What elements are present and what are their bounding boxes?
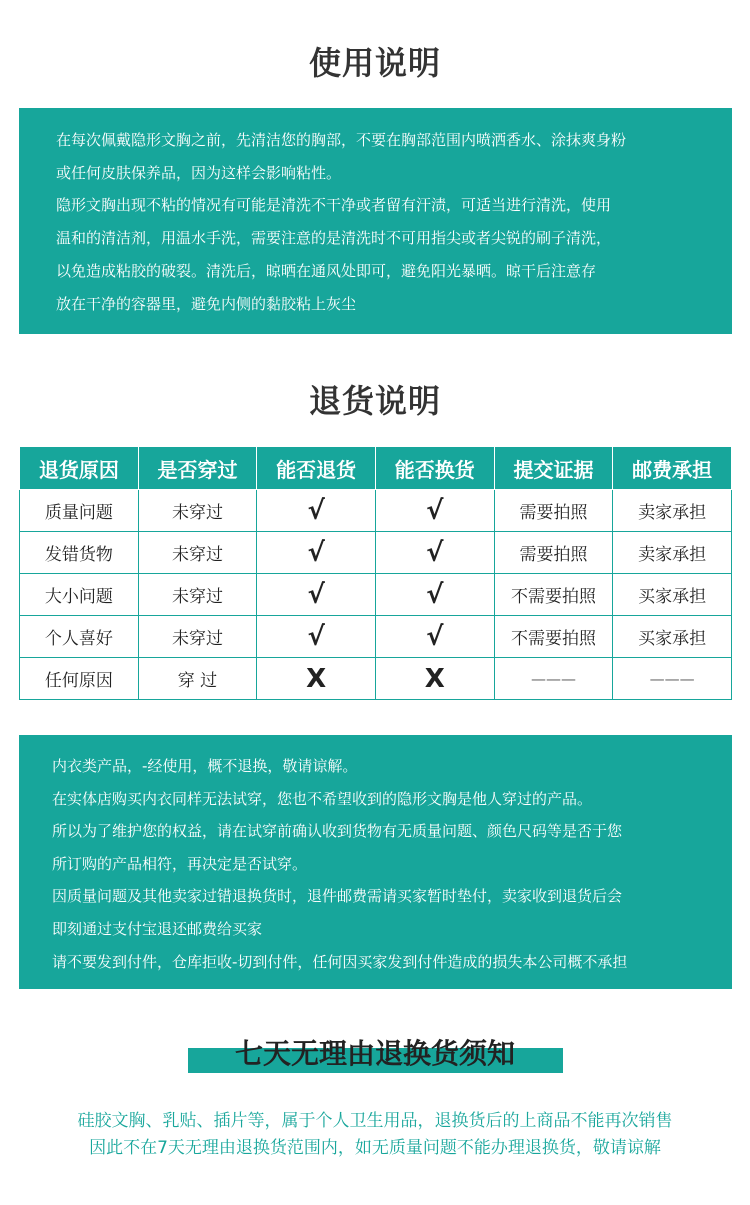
seven-day-return-heading xyxy=(0,1032,750,1074)
footer-note-line: 硅胶文胸、乳贴、插片等，属于个人卫生用品，退换货后的上商品不能再次销售 xyxy=(77,1111,673,1131)
table-row xyxy=(20,616,732,658)
cell-shipping: ——— xyxy=(613,658,732,700)
cell-can-exchange: X xyxy=(375,658,494,700)
return-notice-box xyxy=(19,735,732,989)
table-header-row xyxy=(20,447,732,490)
notice-line: 所订购的产品相符，再决定是否试穿。 xyxy=(52,854,308,873)
cell-shipping: 卖家承担 xyxy=(613,532,732,574)
return-policy-table xyxy=(19,446,732,700)
usage-line: 放在干净的容器里，避免内侧的黏胶粘上灰尘 xyxy=(56,294,357,313)
notice-line: 在实体店购买内衣同样无法试穿，您也不希望收到的隐形文胸是他人穿过的产品。 xyxy=(52,789,593,808)
cell-reason: 质量问题 xyxy=(20,490,139,532)
cell-can-return: √ xyxy=(257,616,376,658)
cell-worn: 穿 过 xyxy=(138,658,257,700)
cell-evidence: ——— xyxy=(494,658,613,700)
cell-reason: 个人喜好 xyxy=(20,616,139,658)
cell-evidence: 不需要拍照 xyxy=(494,574,613,616)
usage-line: 隐形文胸出现不粘的情况有可能是清洗不干净或者留有汗渍，可适当进行清洗，使用 xyxy=(56,196,612,215)
cell-can-return: √ xyxy=(257,574,376,616)
notice-line: 因质量问题及其他卖家过错退换货时，退件邮费需请买家暂时垫付，卖家收到退货后会 xyxy=(52,887,623,906)
cell-can-exchange: √ xyxy=(375,532,494,574)
cell-worn: 未穿过 xyxy=(138,490,257,532)
usage-line: 温和的清洁剂，用温水手洗，需要注意的是清洗时不可用指尖或者尖锐的刷子清洗， xyxy=(56,229,612,248)
cell-shipping: 买家承担 xyxy=(613,574,732,616)
usage-line: 在每次佩戴隐形文胸之前，先清洁您的胸部，不要在胸部范围内喷洒香水、涂抹爽身粉 xyxy=(56,131,627,149)
cell-can-return: √ xyxy=(257,490,376,532)
usage-title: 使用说明 xyxy=(308,44,441,82)
header-return-reason: 退货原因 xyxy=(20,447,139,490)
usage-line: 或任何皮肤保养品，因为这样会影响粘性。 xyxy=(56,163,342,182)
cell-worn: 未穿过 xyxy=(138,616,257,658)
cell-can-exchange: √ xyxy=(375,574,494,616)
cell-can-exchange: √ xyxy=(375,616,494,658)
seven-day-return-title: 七天无理由退换货须知 xyxy=(234,1037,515,1070)
return-policy-title: 退货说明 xyxy=(308,382,441,420)
cell-shipping: 买家承担 xyxy=(613,616,732,658)
table-row xyxy=(20,574,732,616)
cell-reason: 任何原因 xyxy=(20,658,139,700)
notice-line: 请不要发到付件，仓库拒收-切到付件，任何因买家发到付件造成的损失本公司概不承担 xyxy=(52,952,628,971)
usage-instructions-box xyxy=(19,108,732,334)
cell-reason: 发错货物 xyxy=(20,532,139,574)
table-row xyxy=(20,490,732,532)
notice-line: 即刻通过支付宝退还邮费给买家 xyxy=(52,919,263,938)
header-can-return: 能否退货 xyxy=(257,447,376,490)
usage-line: 以免造成粘胶的破裂。清洗后，晾晒在通风处即可，避免阳光暴晒。晾干后注意存 xyxy=(56,261,597,280)
notice-line: 内衣类产品，-经使用，概不退换，敬请谅解。 xyxy=(52,757,358,775)
header-shipping-cost: 邮费承担 xyxy=(613,447,732,490)
cell-can-exchange: √ xyxy=(375,490,494,532)
notice-line: 所以为了维护您的权益，请在试穿前确认收到货物有无质量问题、颜色尺码等是否于您 xyxy=(52,822,623,841)
cell-reason: 大小问题 xyxy=(20,574,139,616)
cell-worn: 未穿过 xyxy=(138,532,257,574)
cell-can-return: X xyxy=(257,658,376,700)
table-row xyxy=(20,532,732,574)
footer-note-line: 因此不在7天无理由退换货范围内，如无质量问题不能办理退换货，敬请谅解 xyxy=(89,1138,661,1158)
cell-evidence: 不需要拍照 xyxy=(494,616,613,658)
header-worn: 是否穿过 xyxy=(138,447,257,490)
cell-shipping: 卖家承担 xyxy=(613,490,732,532)
cell-worn: 未穿过 xyxy=(138,574,257,616)
cell-evidence: 需要拍照 xyxy=(494,490,613,532)
cell-can-return: √ xyxy=(257,532,376,574)
header-evidence: 提交证据 xyxy=(494,447,613,490)
table-row xyxy=(20,658,732,700)
header-can-exchange: 能否换货 xyxy=(375,447,494,490)
cell-evidence: 需要拍照 xyxy=(494,532,613,574)
